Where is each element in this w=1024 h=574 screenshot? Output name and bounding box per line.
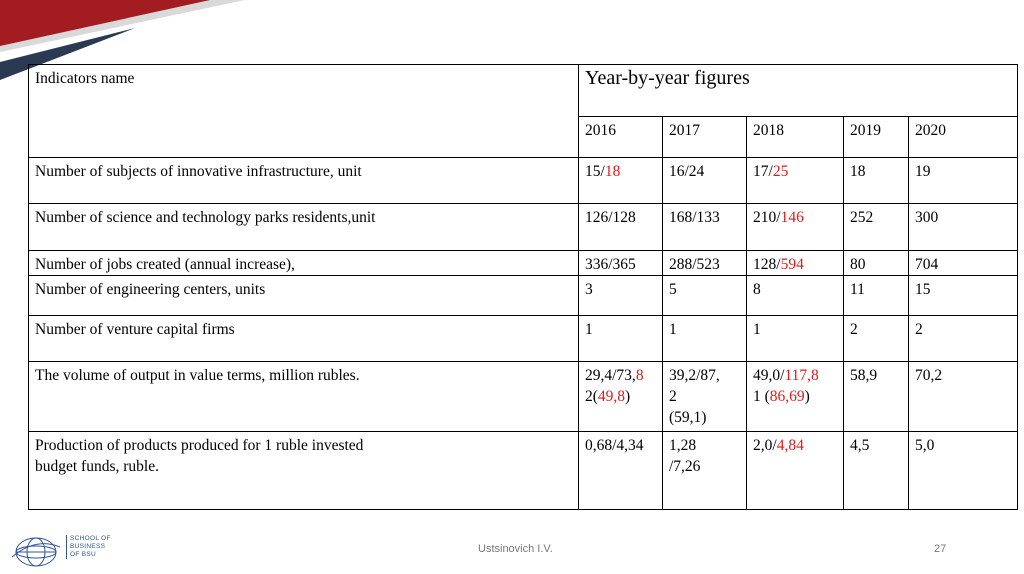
value-cell: 18 [844, 158, 909, 204]
indicator-name: Production of products produced for 1 ruble invested budget funds, ruble. [29, 432, 579, 510]
footer-author: Ustsinovich I.V. [478, 543, 553, 555]
indicators-table [28, 64, 1018, 510]
value-cell: 39,2/87, 2 (59,1) [663, 362, 747, 432]
value-cell: 128/594 [747, 251, 844, 276]
school-of-business-logo-text: SCHOOL OF BUSINESS OF BSU [66, 535, 111, 559]
indicator-name: Number of venture capital firms [29, 316, 579, 362]
value-cell: 704 [909, 251, 1018, 276]
value-cell: 126/128 [579, 204, 663, 251]
value-cell: 15/18 [579, 158, 663, 204]
year-2018: 2018 [747, 117, 844, 158]
indicator-name: Number of subjects of innovative infrastructure, unit [29, 158, 579, 204]
value-cell: 336/365 [579, 251, 663, 276]
value-cell: 1 [663, 316, 747, 362]
value-cell: 288/523 [663, 251, 747, 276]
indicators-name-header: Indicators name [29, 65, 579, 158]
value-cell: 15 [909, 276, 1018, 316]
table-row [29, 251, 1018, 276]
value-cell: 58,9 [844, 362, 909, 432]
value-cell: 210/146 [747, 204, 844, 251]
value-cell: 3 [579, 276, 663, 316]
indicator-name: Number of engineering centers, units [29, 276, 579, 316]
table-row [29, 158, 1018, 204]
year-2019: 2019 [844, 117, 909, 158]
table-row [29, 204, 1018, 251]
value-cell: 5 [663, 276, 747, 316]
value-cell: 16/24 [663, 158, 747, 204]
table-row [29, 316, 1018, 362]
value-cell: 17/25 [747, 158, 844, 204]
value-cell: 2,0/4,84 [747, 432, 844, 510]
value-cell: 49,0/117,8 1 (86,69) [747, 362, 844, 432]
value-cell: 2 [844, 316, 909, 362]
value-cell: 0,68/4,34 [579, 432, 663, 510]
value-cell: 19 [909, 158, 1018, 204]
value-cell: 1 [747, 316, 844, 362]
value-cell: 4,5 [844, 432, 909, 510]
table-row [29, 362, 1018, 432]
value-cell: 1 [579, 316, 663, 362]
table-row [29, 276, 1018, 316]
year-2016: 2016 [579, 117, 663, 158]
value-cell: 252 [844, 204, 909, 251]
indicator-name: Number of science and technology parks residents,unit [29, 204, 579, 251]
value-cell: 5,0 [909, 432, 1018, 510]
value-cell: 168/133 [663, 204, 747, 251]
indicator-name: The volume of output in value terms, million rubles. [29, 362, 579, 432]
year-2020: 2020 [909, 117, 1018, 158]
table-row [29, 432, 1018, 510]
value-cell: 2 [909, 316, 1018, 362]
indicator-name: Number of jobs created (annual increase), [29, 251, 579, 276]
value-cell: 300 [909, 204, 1018, 251]
year-by-year-header: Year-by-year figures [579, 65, 1018, 117]
value-cell: 29,4/73,8 2(49,8) [579, 362, 663, 432]
value-cell: 80 [844, 251, 909, 276]
value-cell: 11 [844, 276, 909, 316]
slide-number: 27 [934, 543, 947, 555]
year-2017: 2017 [663, 117, 747, 158]
table-header-row [29, 65, 1018, 117]
value-cell: 70,2 [909, 362, 1018, 432]
value-cell: 1,28 /7,26 [663, 432, 747, 510]
value-cell: 8 [747, 276, 844, 316]
